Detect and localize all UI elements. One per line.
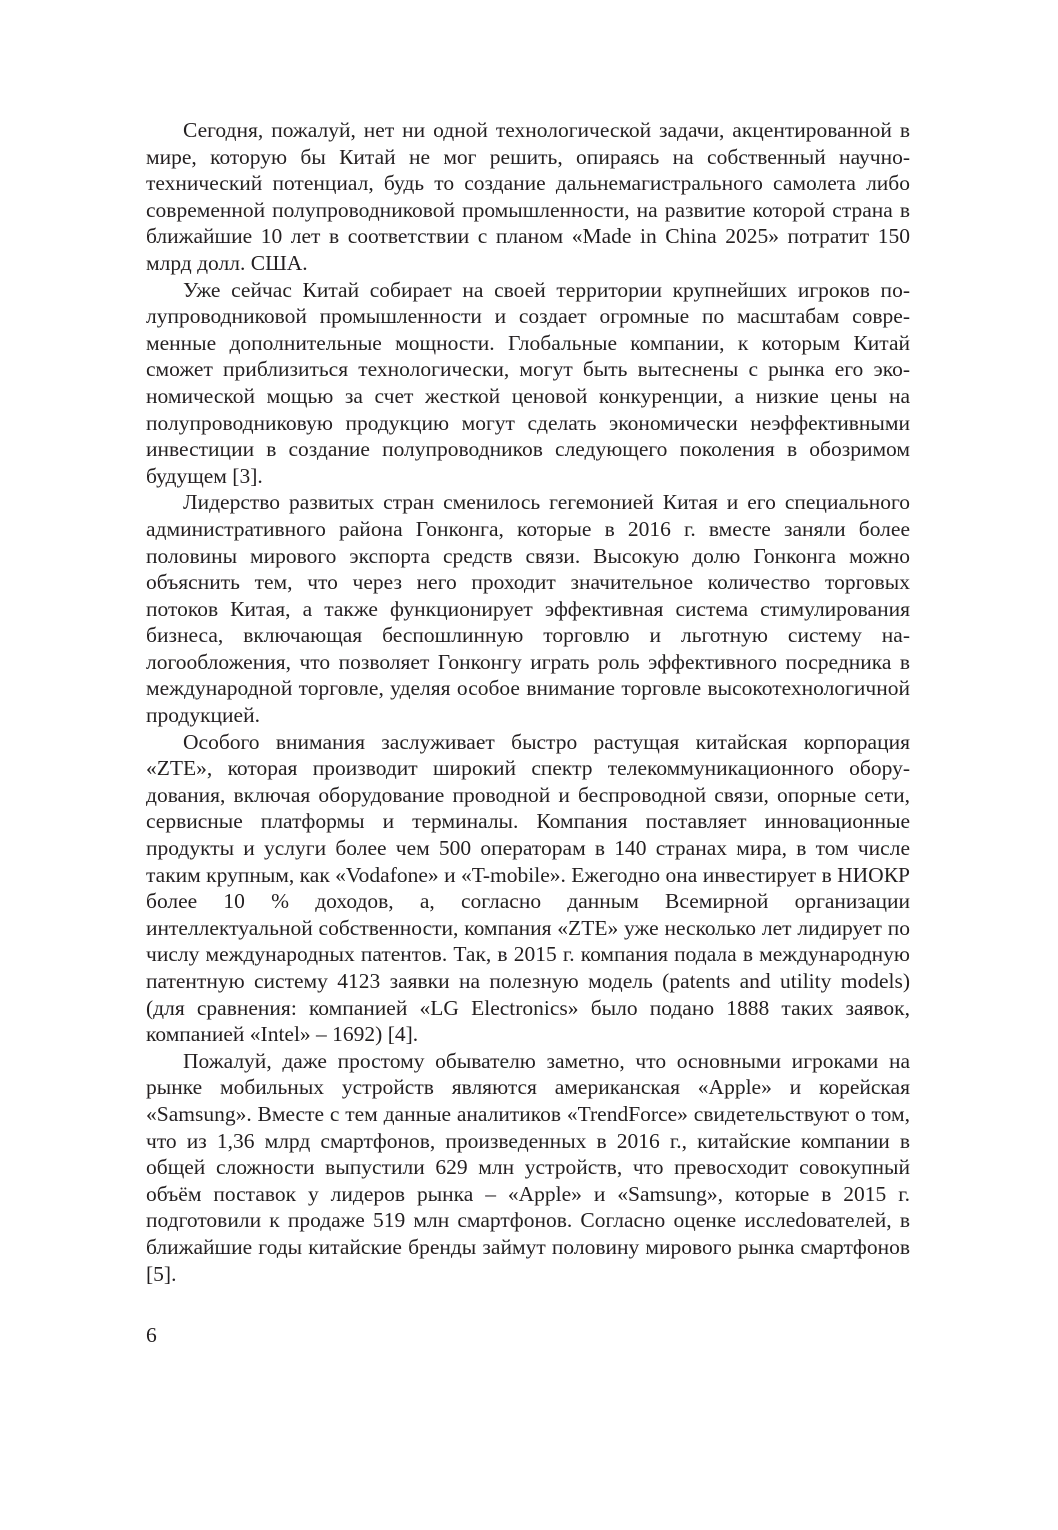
paragraph-smartphone-market: Пожалуй, даже простому обывателю заметно, что основными игроками на рынке мобильных устройств являются американская «Apple» и корейская «Samsung». Вместе с тем данные аналитиков «TrendForce» свидетельствуют о том, что из 1,36 млрд смартфонов, произведенных в 2016 г., китайские компании в общей сложности выпустили 629 млн устройств, что превосходит совокупный объём поставок у лидеров рынка – «Apple» и «Samsung», которые в 2015 г. подготовили к продаже 519 млн смартфонов. Согласно оценке исслеdователей, в ближайшие годы китайские бренды займут половину мирового рынка смартфонов [5]. [146,1048,910,1286]
paragraph-semiconductor-industry: Уже сейчас Китай собирает на своей территории крупнейших игроков полупроводниковой промышленности и создает огромные по масштабам современные дополнительные мощности. Глобальные компании, к которым Китай сможет приблизиться технологически, могут быть вытеснены с рынка его экономической мощью за счет жесткой ценовой конкуренции, а низкие цены на полупроводниковую продукцию могут сделать экономически неэффективными инвестиции в создание полупроводников следующего поколения в обозримом будущем [3]. [146,277,910,488]
paragraph-hong-kong-exports: Лидерство развитых стран сменилось гегемонией Китая и его специального административного района Гонконга, которые в 2016 г. вместе заняли более половины мирового экспорта средств связи. Высокую долю Гонконга можно объяснить тем, что через него проходит значительное количество торговых потоков Китая, а также функционирует эффективная система стимулирования бизнеса, включающая беспошлинную торговлю и льготную систему налогообложения, что позволяет Гонконгу играть роль эффективного посредника в международной торговле, уделяя особое внимание торговле высокотехнологичной продукцией. [146,490,910,728]
paragraph-zte-corporation: Особого внимания заслуживает быстро растущая китайская корпорация «ZTE», которая производит широкий спектр телекоммуникационного оборудования, включая оборудование проводной и беспроводной связи, опорные сети, сервисные платформы и терминалы. Компания поставляет инновационные продукты и услуги более чем 500 операторам в 140 странах мира, в том числе таким крупным, как «Vodafone» и «T-mobile». Ежегодно она инвестирует в НИОКР более 10 % доходов, а, согласно данным Всемирной организации интеллектуальной собственности, компания «ZTE» уже несколько лет лидирует по числу международных патентов. Так, в 2015 г. компания подала в международную патентную систему 4123 заявки на полезную модель (patents and utility models) (для сравнения: компанией «LG Electronics» было подано 1888 таких заявок, компанией «Intel» – 1692) [4]. [146,729,910,1047]
page-body [146,117,910,1287]
page-number: 6 [146,1323,157,1347]
paragraph-semiconductor-tasks: Сегодня, пожалуй, нет ни одной технологической задачи, акцентированной в мире, которую бы Китай не мог решить, опираясь на собственный научно-технический потенциал, будь то создание дальнемагистрального самолета либо современной полупроводниковой промышленности, на развитие которой страна в ближайшие 10 лет в соответствии с планом «Made in China 2025» потратит 150 млрд долл. США. [146,118,910,275]
